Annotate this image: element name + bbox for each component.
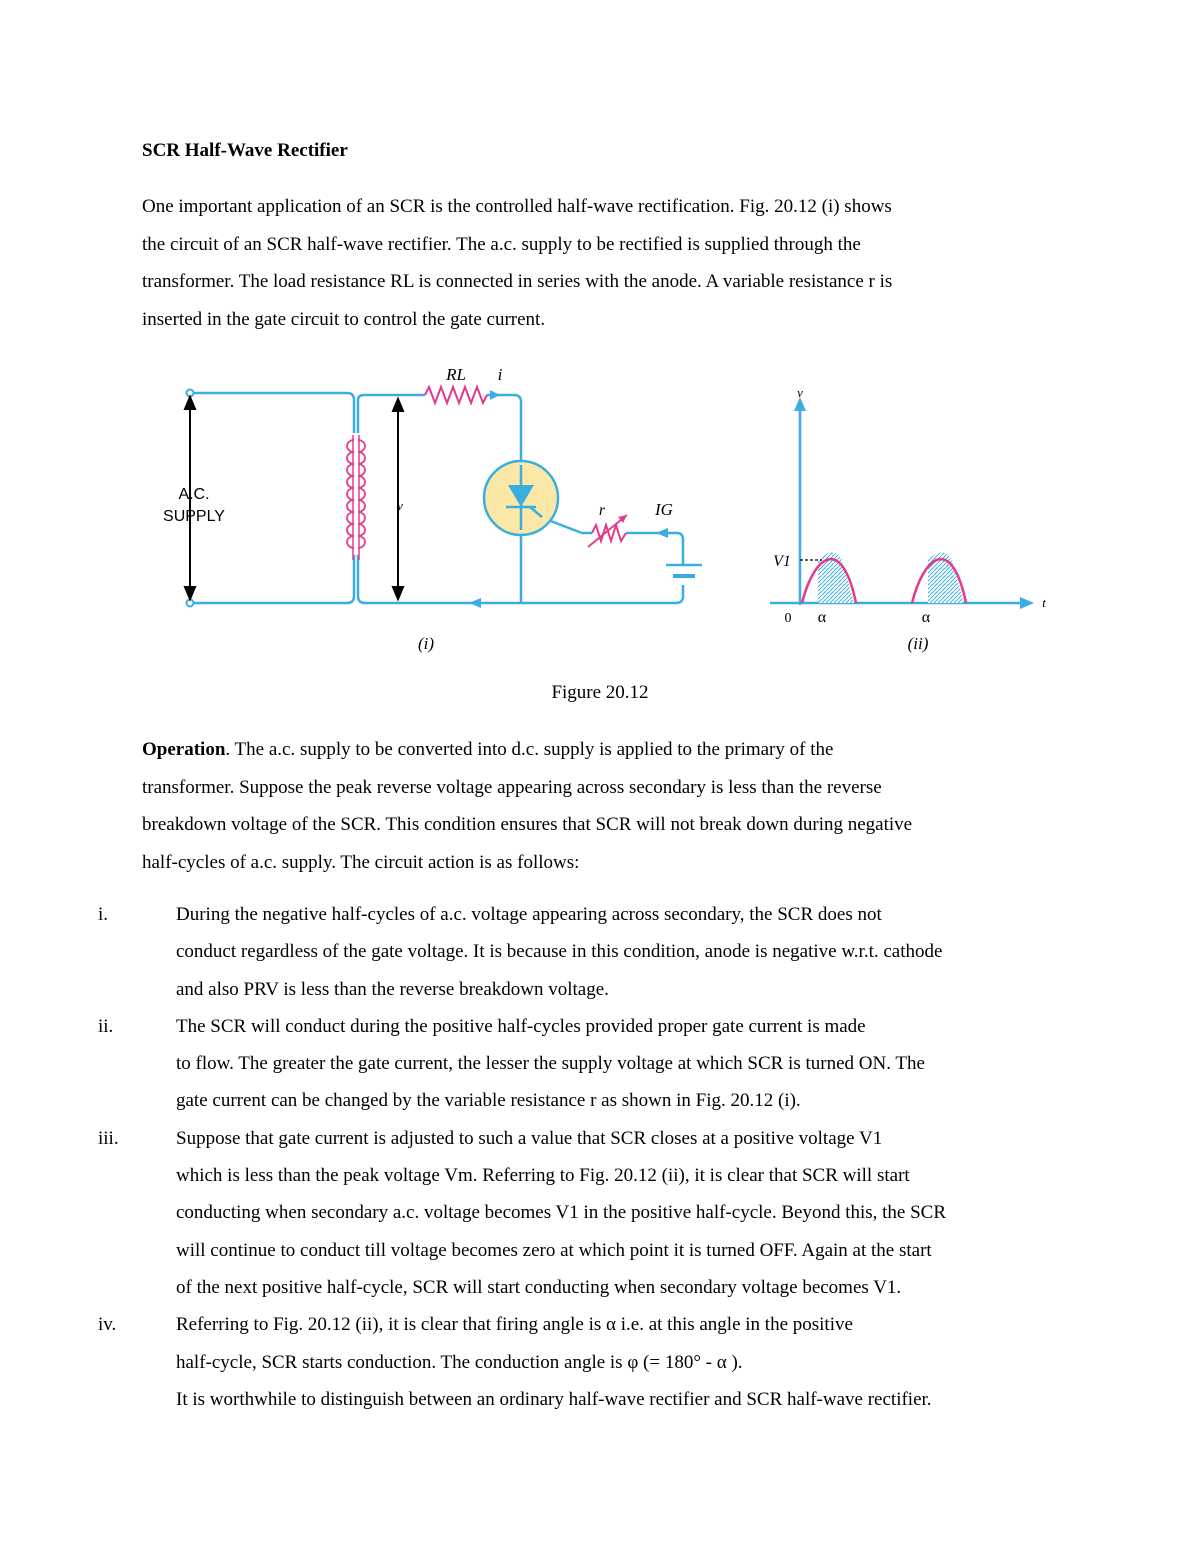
v-axis-label: v — [797, 385, 803, 400]
section-title: SCR Half-Wave Rectifier — [142, 140, 348, 161]
load-resistor — [425, 387, 487, 403]
list-item-line: conduct regardless of the gate voltage. It is because in this condition, anode is negative w.r.t. cathode — [176, 941, 943, 963]
primary-wire — [190, 393, 354, 433]
list-item-line: which is less than the peak voltage Vm. Referring to Fig. 20.12 (ii), it is clear that SCR will start — [176, 1165, 910, 1187]
circuit-diagram — [190, 387, 702, 603]
list-item-number: iv. — [98, 1314, 117, 1336]
transformer — [347, 435, 365, 560]
list-item-line: gate current can be changed by the variable resistance r as shown in Fig. 20.12 (i). — [176, 1090, 801, 1112]
list-item-number: ii. — [98, 1015, 114, 1037]
operation-line: breakdown voltage of the SCR. This condition ensures that SCR will not break down during negative — [142, 814, 913, 835]
intro-line: One important application of an SCR is the controlled half-wave rectification. Fig. 20.12 (i) shows — [142, 196, 892, 217]
list-item — [98, 1008, 1076, 1120]
operation-line: half-cycles of a.c. supply. The circuit action is as follows: — [142, 851, 580, 873]
list-item-number: iii. — [98, 1127, 119, 1149]
operation-line: transformer. Suppose the peak reverse voltage appearing across secondary is less than the reverse — [142, 776, 882, 798]
operation-heading: Operation — [142, 739, 226, 760]
circuit-action-list — [98, 896, 1076, 1418]
secondary-wire-top — [358, 395, 425, 433]
secondary-voltage-label: v — [397, 498, 403, 513]
panel-i-label: (i) — [417, 634, 435, 653]
current-arrow — [490, 390, 500, 400]
waveform-graph — [770, 397, 1034, 609]
gate-current-arrow — [656, 528, 668, 538]
rl-label: RL — [446, 365, 466, 384]
gate-return-wire — [626, 533, 683, 565]
panel-ii-label: (ii) — [907, 634, 929, 653]
list-item-line: Suppose that gate current is adjusted to such a value that SCR closes at a positive voltage V1 — [176, 1127, 883, 1149]
supply-label-2: SUPPLY — [163, 508, 225, 525]
v1-level-label: V1 — [773, 553, 791, 570]
list-item-line: Referring to Fig. 20.12 (ii), it is clear that firing angle is α i.e. at this angle in the positive — [176, 1314, 853, 1336]
list-item — [98, 1120, 1076, 1306]
anode-wire — [487, 395, 521, 465]
list-item-line: conducting when secondary a.c. voltage becomes V1 in the positive half-cycle. Beyond this, the SCR — [176, 1202, 947, 1224]
list-item-line: It is worthwhile to distinguish between an ordinary half-wave rectifier and SCR half-wave rectifier. — [176, 1388, 932, 1410]
intro-paragraph — [142, 188, 1042, 338]
ig-label: IG — [655, 500, 673, 519]
list-item-line: will continue to conduct till voltage becomes zero at which point it is turned OFF. Again at the start — [176, 1239, 932, 1261]
intro-line: inserted in the gate circuit to control the gate current. — [142, 308, 546, 330]
supply-label-1: A.C. — [178, 486, 210, 503]
list-item-number: i. — [98, 904, 109, 925]
t-axis-label: t — [1042, 595, 1046, 610]
circuit-arrows — [185, 397, 403, 599]
intro-line: the circuit of an SCR half-wave rectifier. The a.c. supply to be rectified is supplied through the — [142, 233, 861, 255]
operation-paragraph — [142, 731, 1042, 881]
primary-wire-bottom — [190, 555, 354, 603]
list-item — [98, 1306, 1076, 1418]
list-item-line: and also PRV is less than the reverse breakdown voltage. — [176, 978, 609, 1000]
operation-line: . The a.c. supply to be converted into d.c. supply is applied to the primary of the — [225, 739, 834, 760]
alpha-label-1: α — [817, 609, 827, 626]
list-item-line: The SCR will conduct during the positive half-cycles provided proper gate current is made — [176, 1015, 866, 1037]
list-item-line: half-cycle, SCR starts conduction. The conduction angle is φ (= 180° - α ). — [176, 1351, 743, 1373]
scr-symbol — [484, 461, 558, 535]
current-label: i — [497, 365, 503, 384]
alpha-label-2: α — [921, 609, 931, 626]
figure-caption: Figure 20.12 — [551, 682, 649, 703]
figure-20-12 — [142, 355, 1062, 665]
list-item-line: of the next positive half-cycle, SCR will start conducting when secondary voltage becomes V1. — [176, 1276, 902, 1298]
list-item — [98, 896, 1076, 1008]
operation-first-line — [142, 731, 1042, 769]
figure-svg — [142, 355, 1062, 665]
return-arrow — [469, 598, 481, 608]
intro-line: transformer. The load resistance RL is connected in series with the anode. A variable resistance r is — [142, 271, 893, 292]
list-item-line: to flow. The greater the gate current, the lesser the supply voltage at which SCR is turned ON. The — [176, 1053, 925, 1075]
r-label: r — [598, 502, 606, 519]
origin-label: 0 — [784, 611, 792, 626]
list-item-line: During the negative half-cycles of a.c. voltage appearing across secondary, the SCR does not — [176, 904, 882, 925]
